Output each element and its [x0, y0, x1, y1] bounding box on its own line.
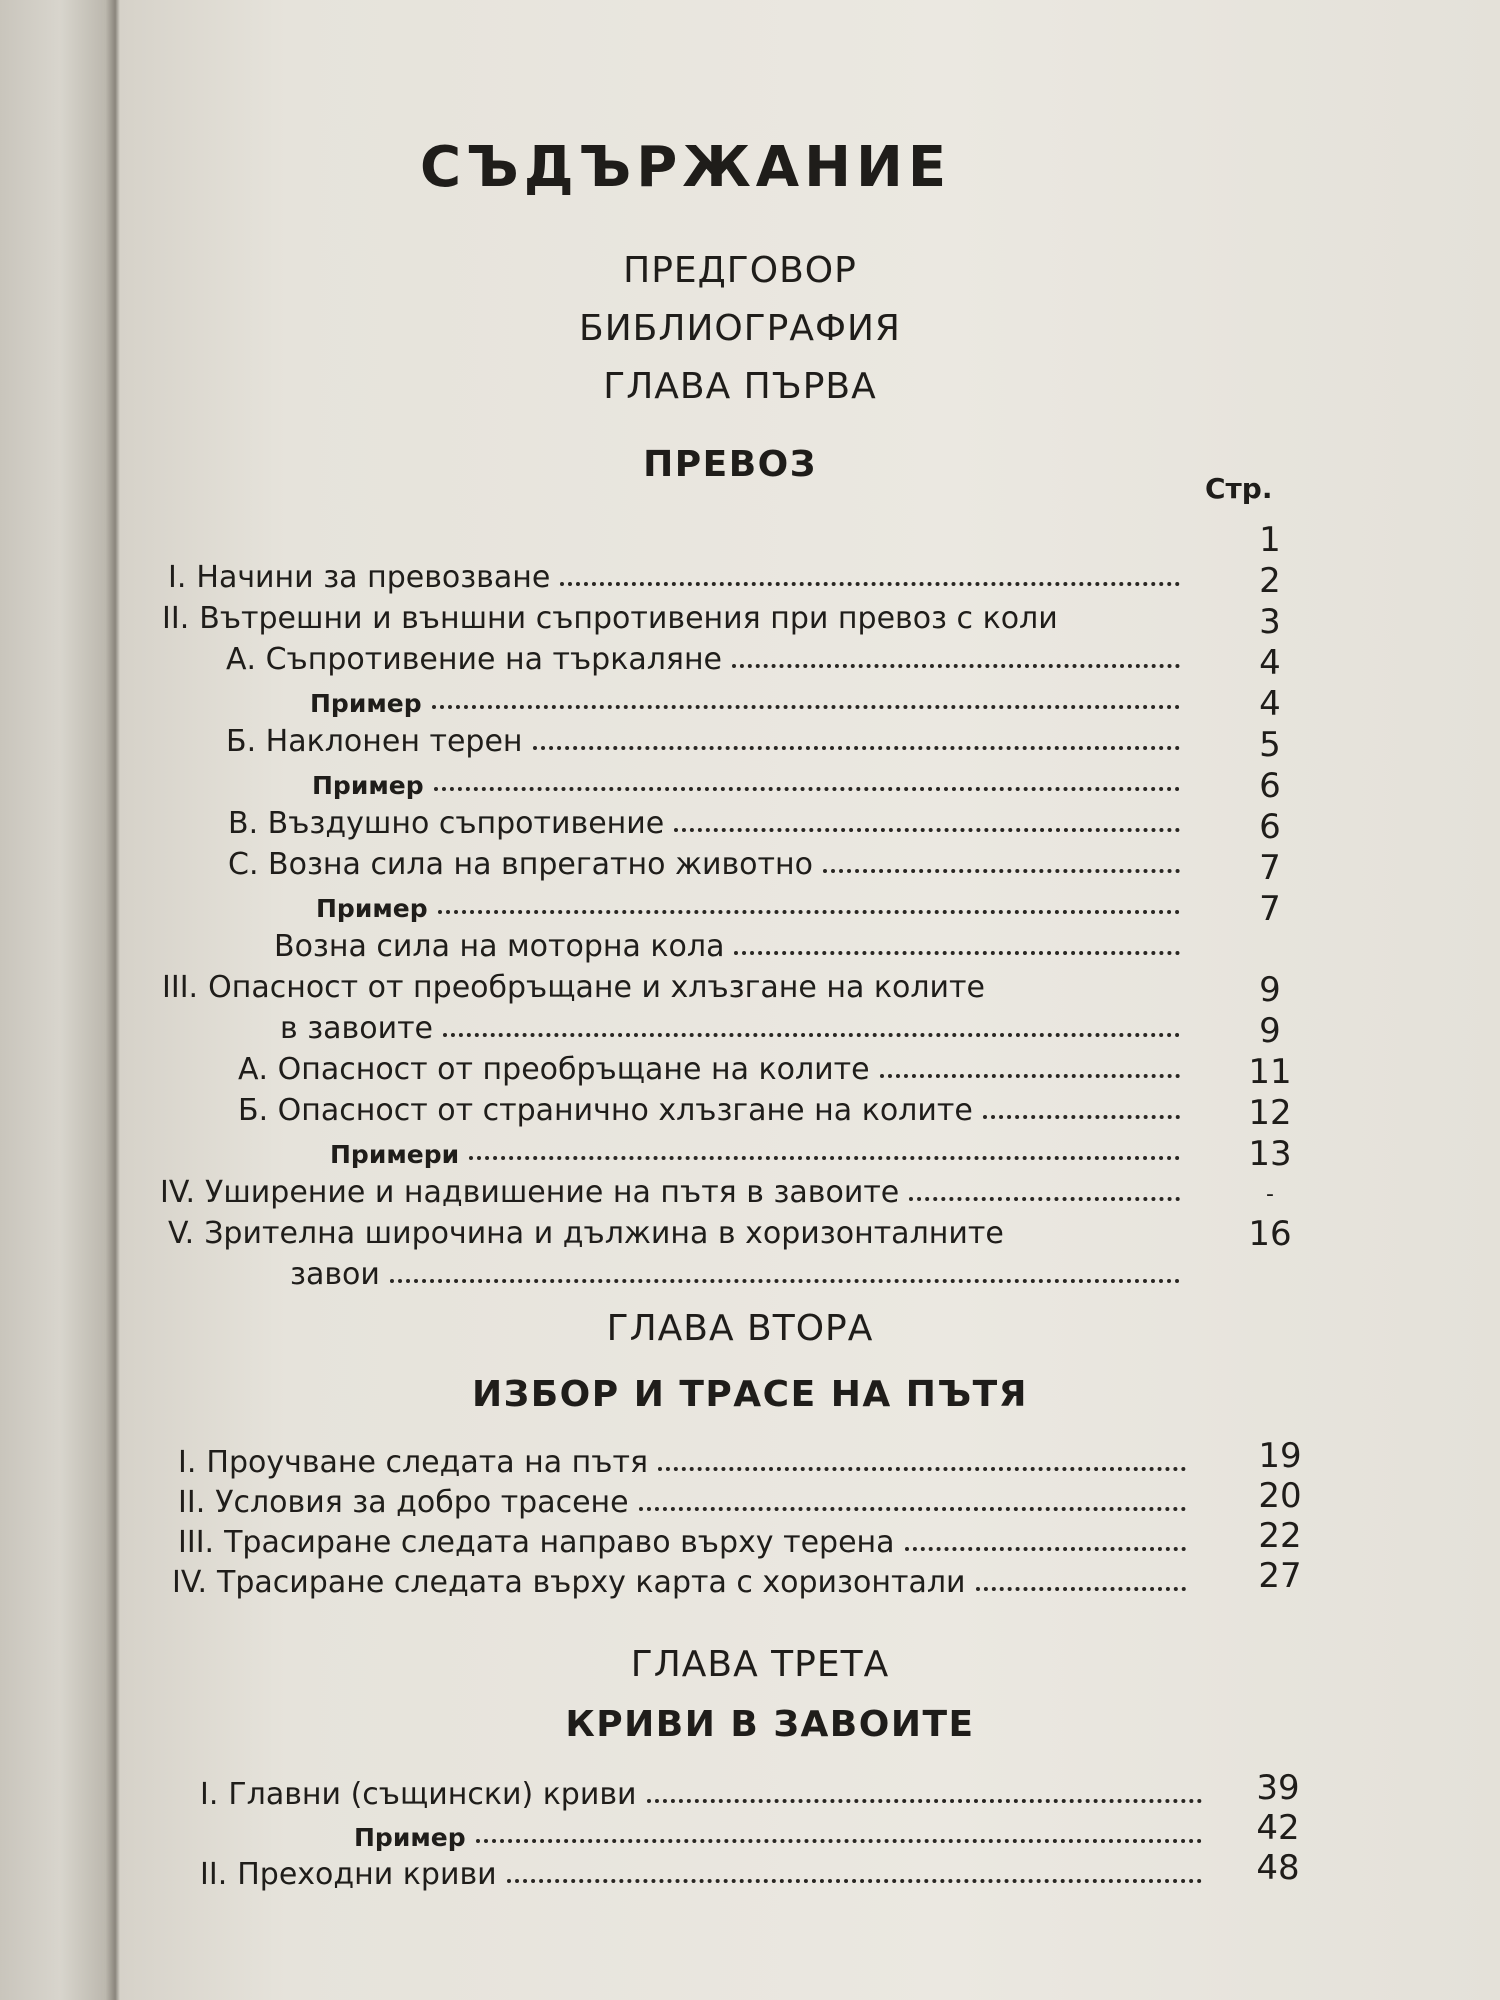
- entry-title: Трасиране следата върху карта с хоризонтали: [217, 1565, 966, 1600]
- page-number: 20: [1258, 1476, 1302, 1516]
- entry-title: В. Въздушно съпротивение: [228, 806, 665, 841]
- entry-number: I.: [200, 1777, 219, 1812]
- toc-entry: [172, 1560, 1194, 1600]
- dot-leader: [560, 582, 1180, 586]
- dot-leader: [443, 1033, 1180, 1037]
- dot-leader: [880, 1074, 1180, 1078]
- chapter1-title: ПРЕВОЗ: [643, 444, 817, 485]
- entry-number: IV.: [172, 1565, 208, 1600]
- entry-title: Уширение и надвишение на пътя в завоите: [205, 1175, 900, 1210]
- dot-leader: [639, 1507, 1186, 1511]
- dot-leader: [976, 1587, 1186, 1591]
- dot-leader: [647, 1799, 1202, 1803]
- dot-leader: [909, 1197, 1180, 1201]
- entry-number: II.: [200, 1857, 228, 1892]
- entry-title: Пример: [310, 689, 422, 718]
- entry-title: Вътрешни и външни съпротивения при превоз с коли: [199, 601, 1058, 636]
- dot-leader: [469, 1156, 1180, 1160]
- page-number: 12: [1248, 1093, 1292, 1133]
- entry-number: III.: [178, 1525, 215, 1560]
- page-number: 6: [1259, 766, 1281, 806]
- toc-entry: [178, 1480, 1194, 1520]
- page-number: 42: [1256, 1808, 1300, 1848]
- toc-entry: [228, 842, 1188, 882]
- toc-entry: [168, 1211, 1192, 1251]
- toc-entry: [178, 1440, 1194, 1480]
- entry-title: С. Возна сила на впрегатно животно: [228, 847, 813, 882]
- toc-entry: [280, 1006, 1188, 1046]
- entry-title: Зрителна широчина и дължина в хоризонталните: [204, 1216, 1004, 1251]
- dot-leader: [734, 951, 1180, 955]
- page-number: 19: [1258, 1436, 1302, 1476]
- entry-number: IV.: [160, 1175, 196, 1210]
- toc-entry: [290, 1252, 1188, 1292]
- entry-number: II.: [178, 1485, 206, 1520]
- entry-number: II.: [162, 601, 190, 636]
- entry-number: I.: [168, 560, 187, 595]
- entry-title: завои: [290, 1257, 380, 1292]
- dot-leader: [507, 1879, 1202, 1883]
- toc-entry: [330, 1129, 1188, 1169]
- toc-entry: [162, 965, 1192, 1005]
- dot-leader: [674, 828, 1180, 832]
- front-matter-preface: ПРЕДГОВОР: [623, 250, 857, 291]
- dot-leader: [476, 1839, 1202, 1843]
- entry-title: Проучване следата на пътя: [206, 1445, 649, 1480]
- entry-title: Б. Наклонен терен: [226, 724, 523, 759]
- page-number: 13: [1248, 1134, 1292, 1174]
- dot-leader: [434, 787, 1180, 791]
- entry-title: А. Съпротивение на търкаляне: [226, 642, 723, 677]
- dot-leader: [823, 869, 1180, 873]
- toc-entry: [200, 1772, 1210, 1812]
- page-number: 16: [1248, 1214, 1292, 1254]
- dot-leader: [390, 1279, 1180, 1283]
- page-number: 6: [1259, 807, 1281, 847]
- page-number: 7: [1259, 889, 1281, 929]
- page-number: 4: [1259, 684, 1281, 724]
- page-number: 3: [1259, 602, 1281, 642]
- page-number: 48: [1256, 1848, 1300, 1888]
- page-number: 22: [1258, 1516, 1302, 1556]
- entry-number: I.: [178, 1445, 197, 1480]
- chapter2-heading: ГЛАВА ВТОРА: [606, 1308, 874, 1349]
- dot-leader: [432, 705, 1180, 709]
- page-number: 2: [1259, 561, 1281, 601]
- entry-title: Пример: [312, 771, 424, 800]
- page-number: 4: [1259, 643, 1281, 683]
- entry-number: III.: [162, 970, 199, 1005]
- toc-entry: [178, 1520, 1194, 1560]
- toc-entry: [200, 1852, 1210, 1892]
- toc-entry: [274, 924, 1188, 964]
- toc-entry: [160, 1170, 1188, 1210]
- toc-entry: [226, 719, 1188, 759]
- entry-title: Возна сила на моторна кола: [274, 929, 725, 964]
- entry-title: Пример: [354, 1823, 466, 1852]
- dot-leader: [438, 910, 1180, 914]
- page-number: 27: [1258, 1556, 1302, 1596]
- chapter1-heading: ГЛАВА ПЪРВА: [603, 366, 877, 407]
- entry-title: Условия за добро трасене: [215, 1485, 629, 1520]
- chapter3-title: КРИВИ В ЗАВОИТЕ: [565, 1704, 975, 1745]
- entry-title: Преходни криви: [237, 1857, 497, 1892]
- toc-entry: [238, 1088, 1188, 1128]
- chapter3-heading: ГЛАВА ТРЕТА: [630, 1644, 890, 1685]
- toc-entry: [226, 637, 1188, 677]
- entry-title: Главни (същински) криви: [228, 1777, 637, 1812]
- entry-title: в завоите: [280, 1011, 434, 1046]
- page-column-label: Стр.: [1205, 472, 1273, 505]
- entry-number: V.: [168, 1216, 195, 1251]
- toc-entry: [310, 678, 1188, 718]
- page-number: 1: [1259, 520, 1281, 560]
- book-spine: [0, 0, 120, 2000]
- dot-leader: [533, 746, 1180, 750]
- dot-leader: [983, 1115, 1180, 1119]
- toc-entry: [168, 555, 1188, 595]
- toc-entry: [316, 883, 1188, 923]
- page-title: СЪДЪРЖАНИЕ: [420, 135, 952, 200]
- page-number: 11: [1248, 1052, 1292, 1092]
- toc-entry: [238, 1047, 1188, 1087]
- entry-title: Трасиране следата направо върху терена: [224, 1525, 895, 1560]
- dot-leader: [658, 1467, 1186, 1471]
- toc-entry: [312, 760, 1188, 800]
- dot-leader: [732, 664, 1180, 668]
- page-number: 9: [1259, 1011, 1281, 1051]
- entry-title: А. Опасност от преобръщане на колите: [238, 1052, 870, 1087]
- page-number: 9: [1259, 970, 1281, 1010]
- entry-title: Примери: [330, 1140, 460, 1169]
- toc-entry: [162, 596, 1192, 636]
- page-number: 7: [1259, 848, 1281, 888]
- entry-title: Начини за превозване: [196, 560, 551, 595]
- page-number: 5: [1259, 725, 1281, 765]
- chapter2-title: ИЗБОР И ТРАСЕ НА ПЪТЯ: [472, 1374, 1028, 1415]
- entry-title: Б. Опасност от странично хлъзгане на колите: [238, 1093, 973, 1128]
- toc-entry: [228, 801, 1188, 841]
- dot-leader: [905, 1547, 1186, 1551]
- entry-title: Пример: [316, 894, 428, 923]
- toc-entry: [354, 1812, 1210, 1852]
- entry-title: Опасност от преобръщане и хлъзгане на колите: [208, 970, 985, 1005]
- page-number: -: [1266, 1182, 1274, 1207]
- front-matter-bibliography: БИБЛИОГРАФИЯ: [579, 308, 901, 349]
- page-number: 39: [1256, 1768, 1300, 1808]
